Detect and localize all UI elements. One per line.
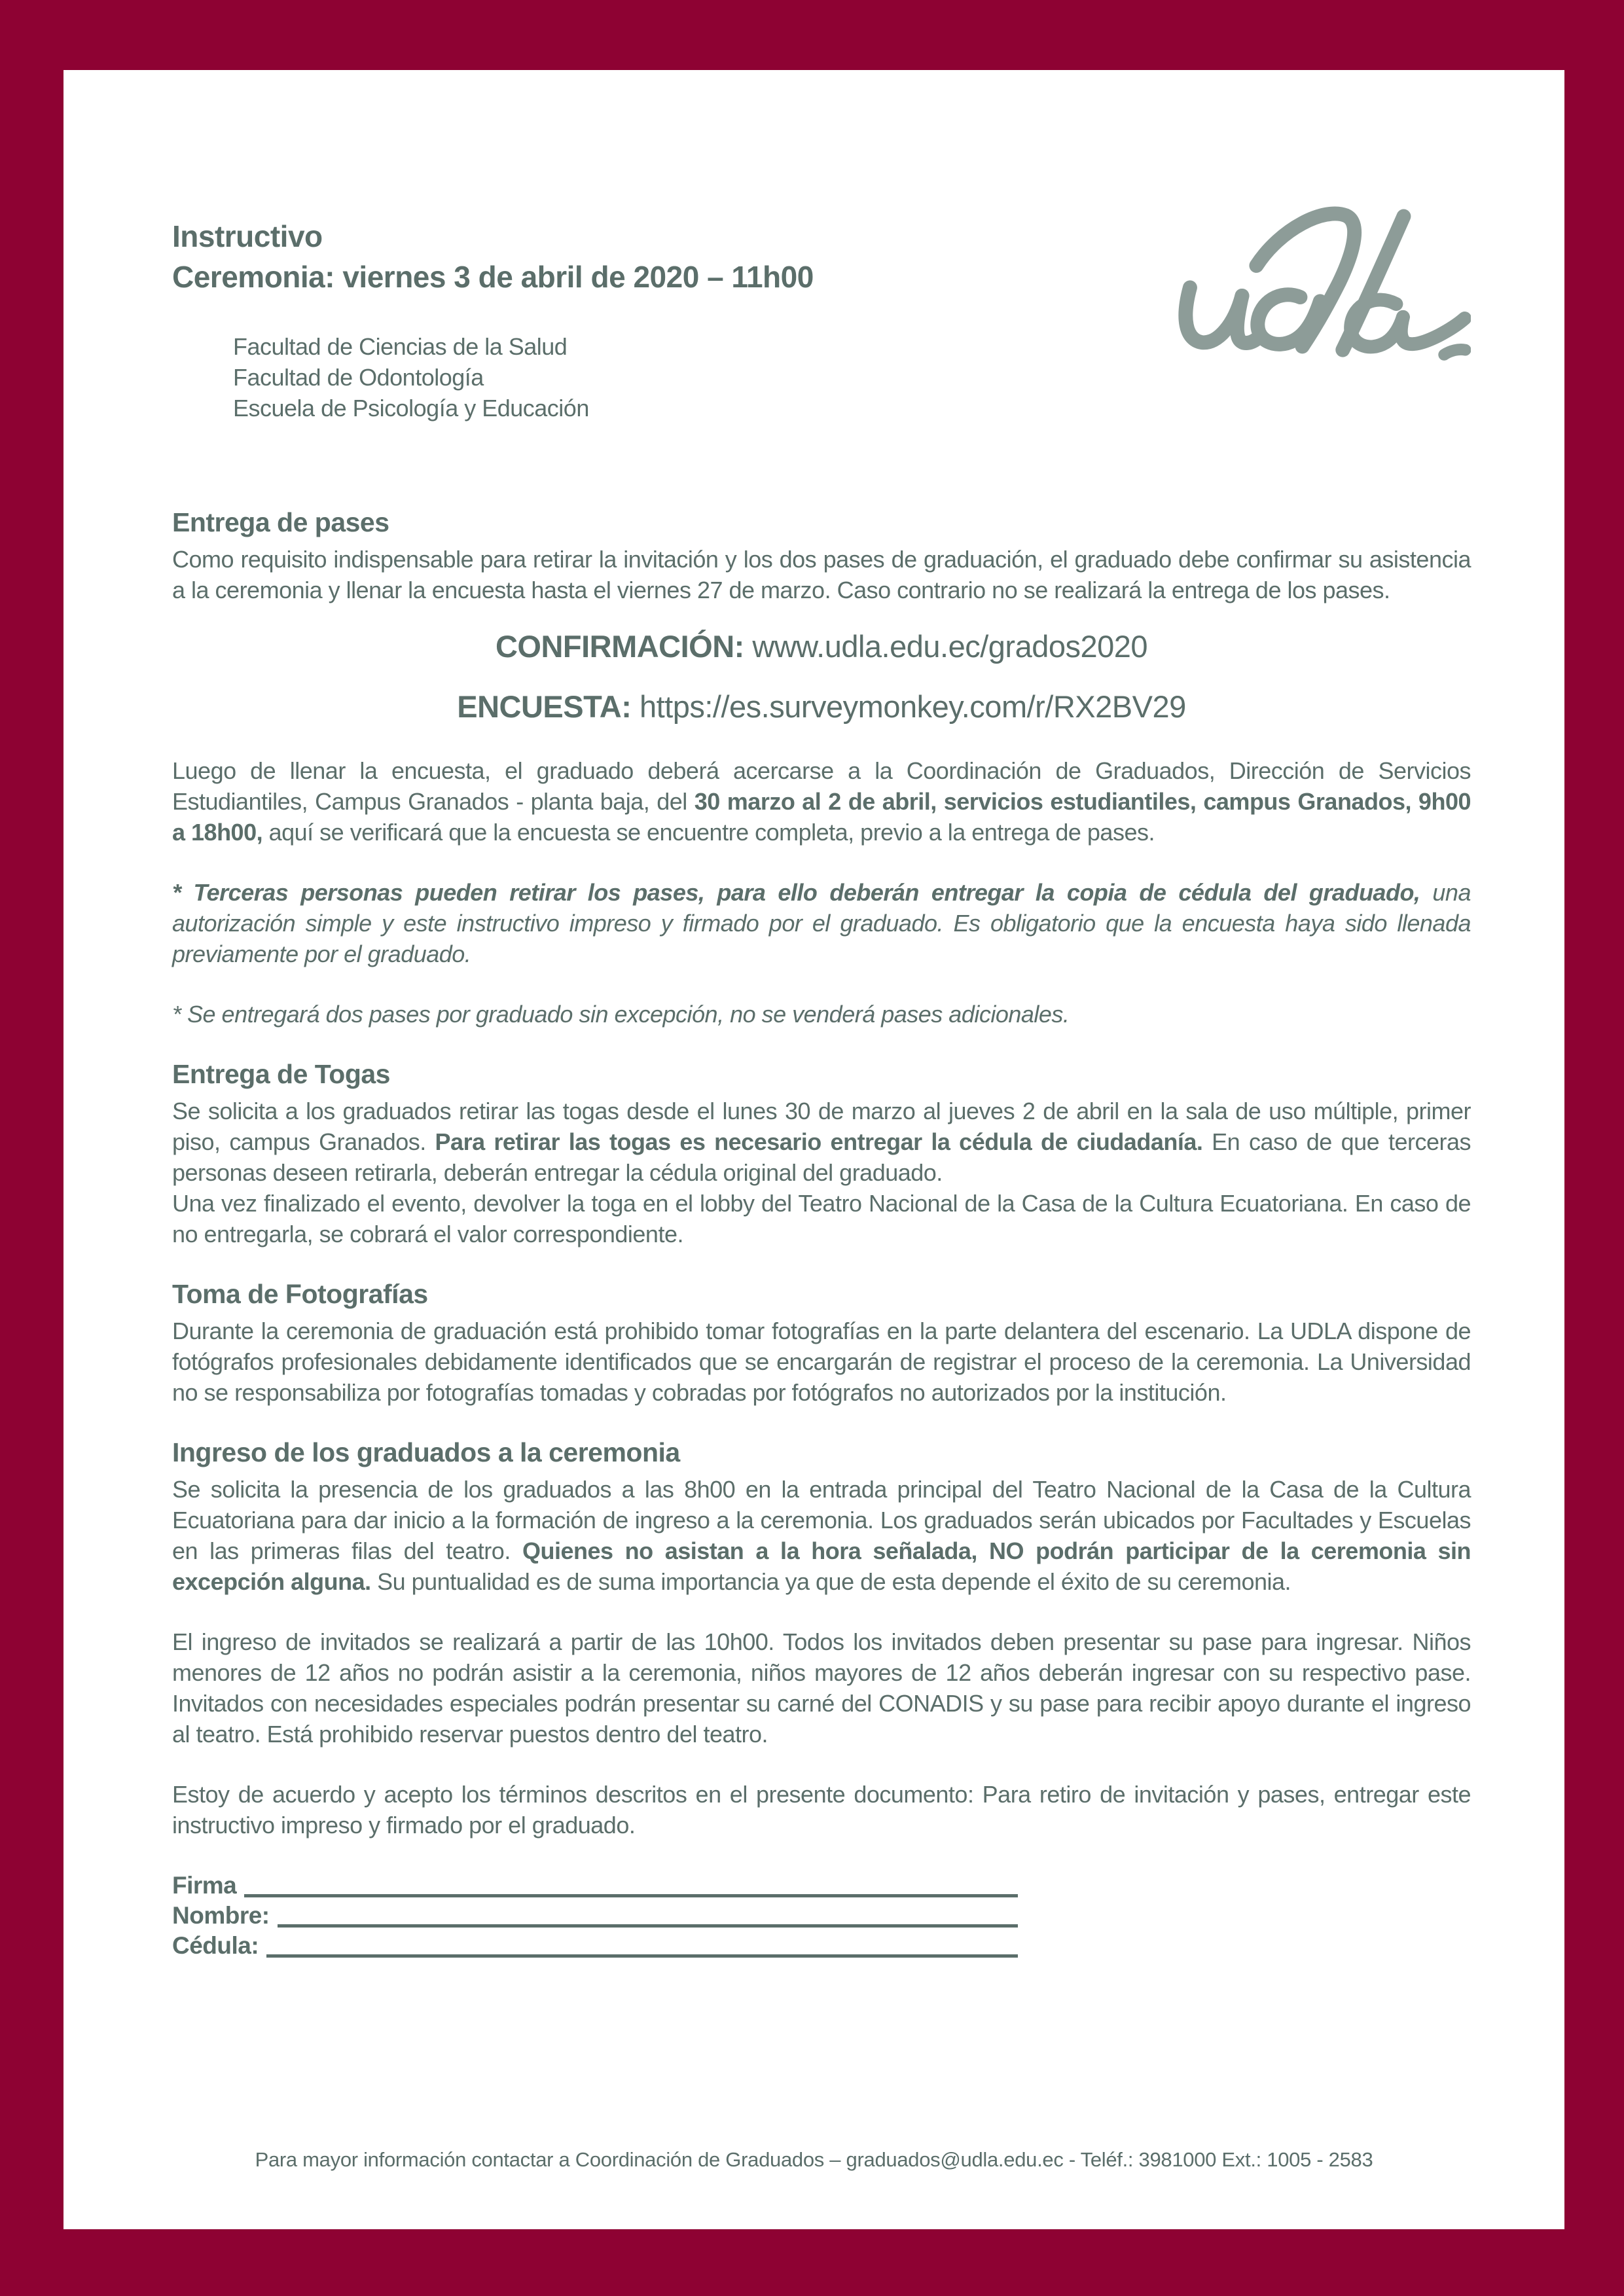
- paragraph: [172, 1096, 1471, 1249]
- signature-row: [172, 1931, 1018, 1961]
- title-line-1: Instructivo: [172, 219, 323, 253]
- paragraph: [172, 999, 1471, 1030]
- center-line-value: https://es.surveymonkey.com/r/RX2BV29: [639, 689, 1186, 724]
- document-page: [63, 70, 1564, 2229]
- section-heading: Ingreso de los graduados a la ceremonia: [172, 1437, 680, 1467]
- paragraph: [172, 877, 1471, 969]
- text-segment: aquí se verificará que la encuesta se encuentre completa, previo a la entrega de pases.: [262, 819, 1155, 846]
- text-segment: * Terceras personas pueden retirar los pases, para ello deberán entregar la copia de cédula del graduado,: [172, 879, 1420, 906]
- center-line-label: ENCUESTA:: [457, 689, 640, 724]
- signature-label: Cédula:: [172, 1932, 259, 1959]
- text-segment: Quienes no asistan a la hora señalada, NO podrán participar de la ceremonia sin excepción alguna.: [172, 1537, 1471, 1595]
- text-segment: El ingreso de invitados se realizará a partir de las 10h00. Todos los invitados deben presentar su pase para ingresar. Niños menores de 12 años no podrán asistir a la ceremonia, niños mayores de 12 años deberán ingresar con su respectivo pase. Invitados con necesidades especiales podrán presentar su carné del CONADIS y su pase para recibir apoyo durante el ingreso al teatro. Está prohibido reservar puestos dentro del teatro.: [172, 1628, 1471, 1748]
- signature-blank-line: [244, 1894, 1018, 1897]
- paragraph: [172, 755, 1471, 848]
- text-segment: En caso de que terceras personas deseen retirarla, deberán entregar la cédula original del graduado.: [172, 1128, 1471, 1186]
- confirmation-line: [172, 628, 1471, 666]
- paragraph: [172, 544, 1471, 605]
- signature-label: Firma: [172, 1872, 237, 1899]
- document-content: [172, 216, 1471, 1961]
- text-segment: Para retirar las togas es necesario entregar la cédula de ciudadanía.: [435, 1128, 1203, 1155]
- text-segment: 30 marzo al 2 de abril, servicios estudiantiles, campus Granados, 9h00 a 18h00,: [172, 788, 1471, 846]
- faculty-list: [233, 331, 1471, 423]
- text-segment: Durante la ceremonia de graduación está prohibido tomar fotografías en la parte delantera del escenario. La UDLA dispone de fotógrafos profesionales debidamente identificados que se encargarán de registrar el proceso de la ceremonia. La Universidad no se responsabiliza por fotografías tomadas y cobradas por fotógrafos no autorizados por la institución.: [172, 1318, 1471, 1406]
- title-line-2: Ceremonia: viernes 3 de abril de 2020 – 11h00: [172, 260, 814, 294]
- text-segment: Se solicita la presencia de los graduados a las 8h00 en la entrada principal del Teatro Nacional de la Casa de la Cultura Ecuatoriana para dar inicio a la formación de ingreso a la ceremonia. Los graduados serán ubicados por Facultades y Escuelas en las primeras filas del teatro.: [172, 1476, 1471, 1564]
- text-segment: Como requisito indispensable para retirar la invitación y los dos pases de graduación, el graduado debe confirmar su asistencia a la ceremonia y llenar la encuesta hasta el viernes 27 de marzo. Caso contrario no se realizará la entrega de los pases.: [172, 546, 1471, 603]
- faculty-line: Facultad de Ciencias de la Salud: [233, 333, 568, 360]
- text-segment: Estoy de acuerdo y acepto los términos descritos en el presente documento: Para retiro de invitación y pases, entregar este instructivo impreso y firmado por el graduado.: [172, 1781, 1471, 1839]
- faculty-line: Facultad de Odontología: [233, 364, 484, 391]
- text-segment: Su puntualidad es de suma importancia ya que de esta depende el éxito de su ceremonia.: [370, 1568, 1291, 1595]
- document-title: [172, 216, 1471, 297]
- paragraph: [172, 1474, 1471, 1597]
- signature-label: Nombre:: [172, 1902, 270, 1929]
- paragraph: [172, 1779, 1471, 1840]
- text-segment: Luego de llenar la encuesta, el graduado deberá acercarse a la Coordinación de Graduados, Dirección de Servicios Estudiantiles, Campus Granados - planta baja, del: [172, 757, 1471, 815]
- center-line-value: www.udla.edu.ec/grados2020: [752, 629, 1148, 664]
- document-sections: [172, 507, 1471, 1840]
- paragraph: [172, 1626, 1471, 1749]
- signature-row: [172, 1871, 1018, 1901]
- paragraph: [172, 1316, 1471, 1408]
- section-heading: Entrega de Togas: [172, 1059, 390, 1089]
- text-segment: Se solicita a los graduados retirar las togas desde el lunes 30 de marzo al jueves 2 de abril en la sala de uso múltiple, primer piso, campus Granados.: [172, 1098, 1471, 1155]
- text-segment: Una vez finalizado el evento, devolver la toga en el lobby del Teatro Nacional de la Casa de la Cultura Ecuatoriana. En caso de no entregarla, se cobrará el valor correspondiente.: [172, 1190, 1471, 1247]
- signature-block: [172, 1871, 1018, 1961]
- center-line-label: CONFIRMACIÓN:: [495, 629, 753, 664]
- signature-row: [172, 1901, 1018, 1931]
- text-segment: una autorización simple y este instructivo impreso y firmado por el graduado. Es obligatorio que la encuesta haya sido llenada previamente por el graduado.: [172, 879, 1471, 967]
- signature-blank-line: [266, 1954, 1018, 1958]
- text-segment: * Se entregará dos pases por graduado sin excepción, no se venderá pases adicionales.: [172, 1001, 1070, 1028]
- section-heading: Toma de Fotografías: [172, 1279, 428, 1309]
- signature-blank-line: [278, 1924, 1018, 1928]
- section-heading: Entrega de pases: [172, 507, 389, 537]
- faculty-line: Escuela de Psicología y Educación: [233, 395, 589, 422]
- footer-contact: Para mayor información contactar a Coordinación de Graduados – graduados@udla.edu.ec - Teléf.: 3981000 Ext.: 1005 - 2583: [255, 2148, 1373, 2171]
- survey-line: [172, 688, 1471, 726]
